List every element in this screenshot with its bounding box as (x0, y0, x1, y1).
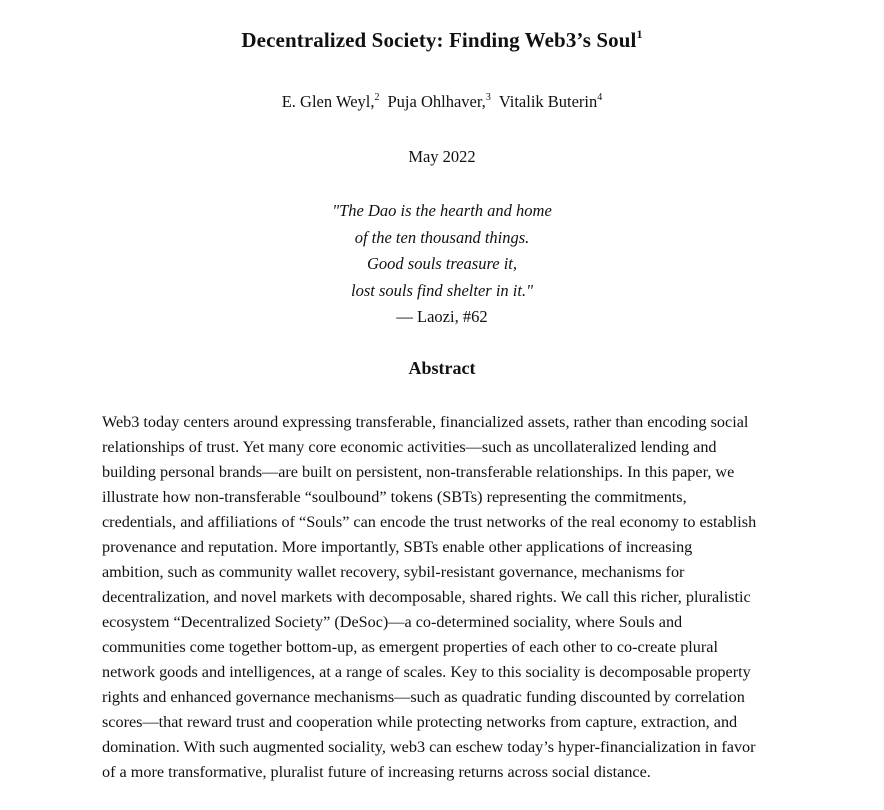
abstract-line: Web3 today centers around expressing transferable, financialized assets, rather than encoding social (102, 413, 749, 431)
publication-date: May 2022 (408, 147, 476, 166)
author-name: Puja Ohlhaver, (387, 92, 486, 111)
epigraph-line: of the ten thousand things. (354, 227, 530, 247)
epigraph-line: "The Dao is the hearth and home (332, 201, 552, 220)
epigraph-line: lost souls find shelter in it." (350, 280, 534, 300)
epigraph (0, 198, 884, 331)
abstract-line: credentials, and affiliations of “Souls” can encode the trust networks of the real economy to establish (102, 513, 757, 531)
abstract-line: ambition, such as community wallet recovery, sybil-resistant governance, mechanisms for (102, 563, 685, 581)
abstract-line: provenance and reputation. More importantly, SBTs enable other applications of increasing (102, 538, 693, 556)
abstract-line: decentralization, and novel markets with decomposable, shared rights. We call this richer, pluralistic (102, 588, 751, 606)
abstract-heading: Abstract (408, 358, 476, 378)
epigraph-line: Good souls treasure it, (366, 254, 518, 273)
abstract-line: network goods and intelligences, at a range of scales. Key to this sociality is decomposable property (102, 663, 751, 681)
abstract-line: communities come together bottom-up, as emergent properties of each other to co-create plural (102, 638, 718, 656)
author-footnote-marker: 4 (597, 92, 603, 103)
abstract-line: rights and enhanced governance mechanisms—such as quadratic funding discounted by correlation (102, 688, 745, 706)
title-footnote-marker: 1 (636, 27, 643, 41)
abstract-body (102, 410, 774, 785)
abstract-line: domination. With such augmented sociality, web3 can eschew today’s hyper-financialization in favor (102, 738, 756, 756)
abstract-line: illustrate how non-transferable “soulbound” tokens (SBTs) representing the commitments, (102, 488, 687, 506)
paper-title (0, 28, 884, 53)
abstract-line: ecosystem “Decentralized Society” (DeSoc)—a co-determined sociality, where Souls and (102, 613, 683, 631)
abstract-line: scores—that reward trust and cooperation while protecting networks from capture, extraction, and (102, 713, 738, 731)
author-list (0, 92, 884, 112)
abstract-line: of a more transformative, pluralist future of increasing returns across social distance. (102, 763, 651, 781)
author-footnote-marker: 2 (374, 92, 380, 103)
author-name: E. Glen Weyl, (281, 92, 375, 111)
abstract-line: relationships of trust. Yet many core economic activities—such as uncollateralized lending and (102, 438, 717, 456)
author-name: Vitalik Buterin (498, 92, 598, 111)
paper-title-text: Decentralized Society: Finding Web3’s Soul (241, 28, 637, 52)
abstract-line: building personal brands—are built on persistent, non-transferable relationships. In this paper, we (102, 463, 735, 481)
epigraph-attribution: — Laozi, #62 (396, 307, 488, 326)
author-footnote-marker: 3 (485, 92, 491, 103)
